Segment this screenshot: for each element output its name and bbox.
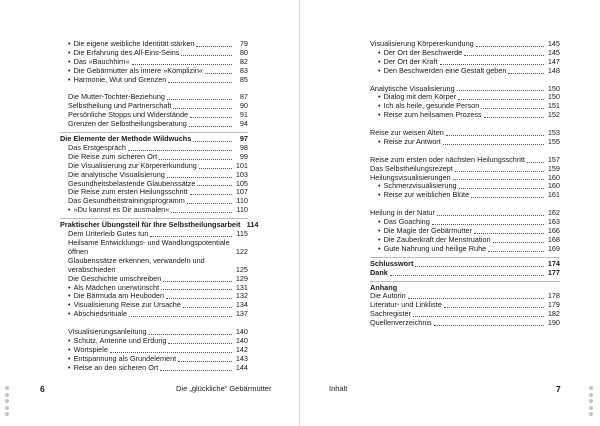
toc-leader-dots — [440, 63, 545, 65]
toc-entry-page: 152 — [547, 110, 560, 120]
toc-leader-dots — [173, 107, 232, 109]
toc-entry-title: Die Reise zum sicheren Ort — [68, 151, 158, 161]
toc-entry-page: 134 — [235, 300, 248, 310]
toc-entry-page: 150 — [547, 83, 560, 93]
toc-entry-title: Die Geschichte umschreiben — [68, 273, 162, 283]
toc-entry-page: 97 — [239, 134, 248, 144]
toc-entry-title: Die Reise zum ersten Heilungsschritt — [68, 187, 188, 197]
toc-entry-title: • Ich als heile, gesunde Person — [378, 102, 479, 111]
toc-leader-dots — [453, 178, 544, 180]
toc-entry-page: 83 — [239, 65, 248, 75]
toc-leader-dots — [128, 149, 232, 151]
toc-entry-page: 163 — [547, 217, 560, 227]
toc-leader-dots — [484, 116, 544, 118]
toc-entry-page: 148 — [547, 65, 560, 75]
toc-leader-dots — [171, 211, 232, 213]
toc-entry-page: 79 — [239, 39, 248, 48]
toc-entry-title: Reise zur weisen Alten — [370, 128, 444, 138]
left-margin-dots — [2, 386, 12, 419]
toc-leader-dots — [159, 158, 232, 160]
toc-entry-title: Glaubenssätze erkennen, verwandeln und verabschieden — [68, 255, 205, 274]
toc-entry-page: 80 — [239, 47, 248, 57]
toc-leader-dots — [161, 288, 232, 290]
left-page-toc — [60, 39, 259, 373]
toc-entry-title: Literatur- und Linkliste — [370, 300, 442, 310]
toc-entry — [370, 245, 560, 254]
toc-leader-dots — [443, 143, 544, 145]
toc-leader-dots — [474, 232, 544, 234]
toc-entry-title: • Die Erfahrung des All-Eins-Seins — [68, 49, 179, 58]
toc-entry — [60, 120, 248, 129]
toc-leader-dots — [446, 134, 544, 136]
toc-entry-page: 142 — [235, 344, 248, 354]
toc-entry-title: • Dialog mit dem Körper — [378, 93, 456, 102]
toc-entry-title: Praktischer Übungsteil für Ihre Selbstheilungsarbeit — [60, 220, 241, 230]
toc-leader-dots — [129, 315, 232, 317]
toc-leader-dots — [408, 297, 544, 299]
toc-entry-title: • Die Gebärmutter als innere »Komplizin« — [68, 67, 203, 76]
toc-entry-title: Die Mutter-Tochter-Beziehung — [68, 92, 165, 102]
toc-entry — [60, 76, 248, 85]
toc-entry-page: 103 — [235, 169, 248, 179]
toc-leader-dots — [459, 187, 544, 189]
toc-entry-page: 99 — [239, 151, 248, 161]
toc-entry-page: 101 — [235, 160, 248, 170]
toc-entry-page: 157 — [547, 154, 560, 164]
toc-leader-dots — [193, 140, 232, 142]
toc-entry-page: 161 — [547, 190, 560, 200]
toc-leader-dots — [168, 342, 232, 344]
toc-entry-title: • Reise zum heilsamen Prozess — [378, 111, 482, 120]
toc-entry — [60, 257, 248, 275]
toc-leader-dots — [189, 125, 232, 127]
toc-entry-title: • Reise zur Antwort — [378, 138, 441, 147]
toc-entry-page: 174 — [547, 258, 560, 268]
toc-entry — [60, 310, 248, 319]
toc-entry-page: 162 — [547, 208, 560, 218]
toc-entry-title: Dank — [370, 267, 388, 277]
toc-entry-page: 110 — [236, 205, 248, 215]
toc-entry-page: 155 — [547, 136, 560, 146]
toc-leader-dots — [481, 107, 544, 109]
toc-entry — [370, 319, 560, 328]
toc-entry-page: 114 — [246, 220, 259, 230]
toc-leader-dots — [437, 214, 544, 216]
toc-leader-dots — [199, 167, 232, 169]
toc-entry-page: 122 — [235, 246, 248, 256]
toc-entry-title: Persönliche Stopps und Widerstände — [68, 110, 189, 120]
toc-entry-page: 168 — [547, 234, 560, 244]
toc-leader-dots — [110, 351, 232, 353]
toc-leader-dots — [167, 176, 232, 178]
toc-leader-dots — [508, 72, 544, 74]
toc-entry-title: • Gute Nahrung und heilige Ruhe — [378, 245, 486, 254]
toc-entry-title: Die analytische Visualisierung — [68, 169, 165, 179]
toc-leader-dots — [415, 265, 544, 267]
toc-entry-title: • Den Beschwerden eine Gestalt geben — [378, 67, 506, 76]
toc-entry-title: Selbstheilung und Partnerschaft — [68, 101, 172, 111]
toc-entry-title: Das Gesundheitstrainingsprogramm — [68, 196, 185, 206]
toc-entry-title: Die Visualisierung zur Körpererkundung — [68, 160, 197, 170]
right-running-title: Inhalt — [329, 384, 348, 393]
toc-entry-title: • Reise zur weiblichen Blüte — [378, 191, 469, 200]
toc-entry — [60, 239, 248, 257]
toc-entry-page: 144 — [235, 362, 248, 372]
toc-entry-title: • Das Goaching — [378, 218, 430, 227]
toc-entry — [370, 67, 560, 76]
right-page-number: 7 — [556, 384, 561, 394]
right-margin-dots — [586, 386, 596, 419]
toc-entry-page: 85 — [239, 74, 248, 84]
toc-entry — [370, 269, 560, 278]
toc-entry-title: Visualisierung Körpererkundung — [370, 39, 474, 48]
toc-leader-dots — [455, 170, 544, 172]
toc-leader-dots — [457, 89, 544, 91]
toc-entry-title: • Abschiedsrituale — [68, 310, 127, 319]
toc-entry-page: 98 — [239, 142, 248, 152]
toc-entry-title: • »Du kannst es Dir ausmalen« — [68, 206, 169, 215]
toc-leader-dots — [413, 315, 544, 317]
toc-entry-page: 190 — [547, 318, 560, 328]
toc-leader-dots — [163, 280, 232, 282]
toc-leader-dots — [471, 196, 544, 198]
toc-leader-dots — [432, 223, 544, 225]
toc-entry-page: 107 — [235, 187, 248, 197]
toc-entry-title: • Der Ort der Beschwerde — [378, 49, 462, 58]
toc-entry-page: 110 — [236, 196, 248, 206]
toc-leader-dots — [205, 72, 232, 74]
toc-section-rule — [60, 218, 248, 219]
toc-entry-title: Quellenverzeichnis — [370, 318, 432, 328]
toc-leader-dots — [160, 369, 232, 371]
toc-entry-page: 131 — [235, 282, 248, 292]
toc-leader-dots — [444, 306, 544, 308]
toc-entry-page: 169 — [547, 243, 560, 253]
toc-entry-title: Analytische Visualisierung — [370, 83, 455, 93]
toc-leader-dots — [458, 98, 544, 100]
toc-entry-page: 182 — [547, 309, 560, 319]
toc-entry-page: 145 — [547, 47, 560, 57]
toc-entry-title: • Schutz, Antenne und Erdung — [68, 337, 166, 346]
toc-entry-title: • Die eigene weibliche Identität stärken — [68, 40, 194, 49]
toc-entry-page: 125 — [235, 264, 248, 274]
toc-section-rule — [60, 132, 248, 133]
toc-entry-page: 87 — [239, 92, 248, 102]
toc-leader-dots — [168, 81, 232, 83]
toc-leader-dots — [488, 250, 544, 252]
toc-entry-page: 129 — [235, 273, 248, 283]
toc-entry-title: Anhang — [370, 282, 398, 292]
toc-entry-title: Die Autorin — [370, 291, 406, 301]
toc-entry-title: Sachregister — [370, 309, 411, 319]
toc-entry-title: Visualisierungsanleitung — [68, 327, 147, 337]
toc-entry-page: 177 — [547, 267, 560, 277]
toc-leader-dots — [190, 193, 232, 195]
toc-leader-dots — [187, 202, 232, 204]
toc-leader-dots — [178, 360, 232, 362]
toc-leader-dots — [150, 235, 232, 237]
toc-entry-page: 145 — [547, 39, 560, 48]
toc-leader-dots — [197, 184, 232, 186]
toc-entry-page: 179 — [547, 300, 560, 310]
toc-entry-title: Heilung in der Natur — [370, 208, 435, 218]
toc-entry — [370, 111, 560, 120]
toc-entry-title: • Wortspiele — [68, 346, 108, 355]
toc-leader-dots — [527, 161, 544, 163]
toc-entry-page: 160 — [547, 181, 560, 191]
toc-leader-dots — [190, 116, 232, 118]
toc-entry-page: 90 — [239, 101, 248, 111]
toc-entry-page: 91 — [239, 110, 248, 120]
toc-entry-title: • Der Ort der Kraft — [378, 58, 438, 67]
toc-leader-dots — [434, 324, 544, 326]
toc-entry-page: 94 — [239, 119, 248, 129]
toc-entry-page: 147 — [547, 56, 560, 66]
toc-leader-dots — [390, 274, 544, 276]
toc-section-rule — [370, 257, 560, 258]
toc-leader-dots — [149, 333, 232, 335]
toc-entry-title: Dem Unterleib Gutes tun — [68, 229, 149, 239]
toc-entry-title: • Reise an den sicheren Ort — [68, 364, 158, 373]
toc-entry-title: • Die Bärmuda am Heuboden — [68, 292, 164, 301]
toc-entry-page: 178 — [547, 291, 560, 301]
toc-entry-page: 151 — [547, 101, 560, 111]
toc-entry-page: 143 — [235, 353, 248, 363]
toc-leader-dots — [196, 45, 232, 47]
toc-leader-dots — [181, 54, 232, 56]
toc-leader-dots — [167, 98, 232, 100]
toc-leader-dots — [183, 306, 232, 308]
toc-leader-dots — [493, 241, 544, 243]
toc-entry — [60, 206, 248, 215]
toc-entry-title: • Die Magie der Gebärmutter — [378, 227, 472, 236]
toc-leader-dots — [476, 45, 544, 47]
toc-entry-page: 115 — [236, 229, 248, 239]
toc-entry-title: Heilungsvisualisierungen — [370, 172, 451, 182]
toc-entry — [370, 260, 560, 269]
toc-entry-title: • Harmonie, Wut und Grenzen — [68, 76, 166, 85]
toc-entry-title: Gesundheitsbelastende Glaubenssätze — [68, 178, 196, 188]
toc-entry-title: Die Elemente der Methode Wildwuchs — [60, 134, 192, 144]
toc-entry — [60, 364, 248, 373]
toc-entry-page: 166 — [547, 225, 560, 235]
toc-entry-title: Das Erstgespräch — [68, 142, 126, 152]
right-page-toc — [370, 40, 560, 328]
toc-entry-title: • Visualisierung Reise zur Ursache — [68, 301, 181, 310]
toc-section-rule — [370, 281, 560, 282]
toc-entry-page: 160 — [547, 172, 560, 182]
toc-entry-page: 140 — [235, 327, 248, 337]
toc-entry-title: Schlusswort — [370, 258, 414, 268]
toc-leader-dots — [132, 63, 232, 65]
toc-entry-title: Reise zum ersten oder nächsten Heilungsschritt — [370, 154, 525, 164]
toc-leader-dots — [464, 54, 544, 56]
toc-entry-title: Heilsame Entwicklungs- und Wandlungspotentiale öffnen — [68, 238, 230, 256]
left-running-title: Die „glückliche“ Gebärmutter — [176, 384, 272, 393]
toc-entry-title: Grenzen der Selbstheilungsberatung — [68, 119, 187, 129]
toc-entry — [370, 138, 560, 147]
page-gutter — [299, 0, 300, 426]
toc-entry-page: 82 — [239, 56, 248, 66]
toc-entry-title: • Als Mädchen unerwünscht — [68, 284, 159, 293]
toc-entry-page: 140 — [235, 335, 248, 345]
toc-entry-title: Das Selbstheilungsrezept — [370, 163, 453, 173]
toc-entry-page: 137 — [235, 309, 248, 319]
toc-entry-page: 105 — [235, 178, 248, 188]
toc-entry-page: 132 — [235, 291, 248, 301]
toc-entry-page: 159 — [547, 163, 560, 173]
toc-entry-title: • Das »Bauchhirn« — [68, 58, 130, 67]
toc-leader-dots — [166, 297, 232, 299]
left-page-number: 6 — [40, 384, 45, 394]
toc-entry-title: • Schmerzvisualisierung — [378, 182, 457, 191]
toc-entry-page: 153 — [547, 128, 560, 138]
toc-entry-title: • Entspannung als Grundelement — [68, 355, 176, 364]
toc-entry-title: • Die Zauberkraft der Menstruation — [378, 236, 491, 245]
toc-entry — [370, 191, 560, 200]
toc-entry-page: 150 — [547, 92, 560, 102]
